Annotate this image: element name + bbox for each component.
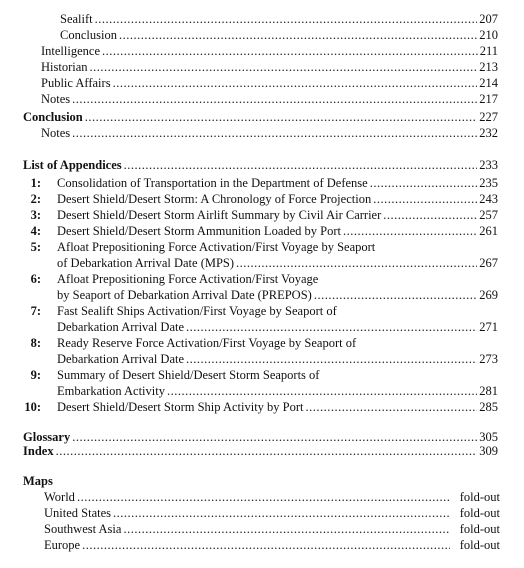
appendix-entry-6 xyxy=(57,288,498,303)
appendix-title: Consolidation of Transportation in the Department of Defense xyxy=(57,176,368,190)
leader-dots xyxy=(184,352,477,367)
map-label: United States xyxy=(44,506,112,520)
appendix-number: 3: xyxy=(30,208,41,222)
entry-label: Public Affairs xyxy=(41,76,111,90)
toc-entry-sealift xyxy=(60,12,498,27)
appendix-page: 235 xyxy=(479,176,498,190)
entry-page: 214 xyxy=(479,76,498,90)
appendix-title-line-1: Fast Sealift Ships Activation/First Voyage by Seaport of xyxy=(57,304,337,318)
map-page: fold-out xyxy=(459,490,500,504)
appendix-entry-9 xyxy=(57,384,498,399)
leader-dots xyxy=(83,110,478,125)
appendix-number: 10: xyxy=(24,400,41,414)
entry-label: Sealift xyxy=(60,12,93,26)
leader-dots xyxy=(381,208,477,223)
appendix-number: 8: xyxy=(30,336,41,350)
appendix-title-line-2: Embarkation Activity xyxy=(57,384,165,398)
leader-dots xyxy=(371,192,477,207)
toc-entry-notes-1 xyxy=(41,92,498,107)
toc-entry-index xyxy=(23,444,498,459)
entry-label: Notes xyxy=(41,126,71,140)
toc-entry-historian xyxy=(41,60,498,75)
leader-dots xyxy=(184,320,477,335)
appendix-entry-5 xyxy=(57,256,498,271)
leader-dots xyxy=(70,126,477,141)
map-entry-united-states xyxy=(44,506,500,521)
appendix-number: 1: xyxy=(30,176,41,190)
entry-label: Conclusion xyxy=(23,110,83,124)
leader-dots xyxy=(165,384,477,399)
entry-label: Conclusion xyxy=(60,28,117,42)
entry-page: 210 xyxy=(479,28,498,42)
leader-dots xyxy=(93,12,478,27)
leader-dots xyxy=(117,28,477,43)
toc-entry-glossary xyxy=(23,430,498,445)
toc-entry-notes-2 xyxy=(41,126,498,141)
appendix-page: 267 xyxy=(479,256,498,270)
maps-heading: Maps xyxy=(23,474,53,488)
appendix-page: 271 xyxy=(479,320,498,334)
appendix-title: Desert Shield/Desert Storm: A Chronology of Force Projection xyxy=(57,192,372,206)
appendix-number: 5: xyxy=(30,240,41,254)
appendix-entry-3 xyxy=(57,208,498,223)
appendix-title-line-1: Afloat Prepositioning Force Activation/First Voyage by Seaport xyxy=(57,240,376,254)
leader-dots xyxy=(80,538,450,553)
appendix-number: 4: xyxy=(30,224,41,238)
leader-dots xyxy=(111,506,450,521)
entry-label: Notes xyxy=(41,92,71,106)
appendix-title: Desert Shield/Desert Storm Ammunition Loaded by Port xyxy=(57,224,341,238)
leader-dots xyxy=(121,522,449,537)
appendix-entry-7 xyxy=(57,320,498,335)
entry-page: 233 xyxy=(479,158,498,172)
leader-dots xyxy=(54,444,478,459)
entry-page: 207 xyxy=(479,12,498,26)
map-entry-europe xyxy=(44,538,500,553)
entry-label: Historian xyxy=(41,60,88,74)
appendix-page: 261 xyxy=(479,224,498,238)
entry-page: 309 xyxy=(479,444,498,458)
appendix-title-line-1: Ready Reserve Force Activation/First Voyage by Seaport of xyxy=(57,336,357,350)
appendix-page: 273 xyxy=(479,352,498,366)
leader-dots xyxy=(368,176,478,191)
toc-entry-conclusion xyxy=(23,110,498,125)
appendix-entry-1 xyxy=(57,176,498,191)
appendix-entry-10 xyxy=(57,400,498,415)
entry-label: List of Appendices xyxy=(23,158,122,172)
appendix-page: 281 xyxy=(479,384,498,398)
entry-page: 305 xyxy=(479,430,498,444)
appendix-number: 6: xyxy=(30,272,41,286)
leader-dots xyxy=(70,430,477,445)
map-label: World xyxy=(44,490,75,504)
appendix-page: 257 xyxy=(479,208,498,222)
entry-label: Glossary xyxy=(23,430,71,444)
map-page: fold-out xyxy=(459,538,500,552)
leader-dots xyxy=(341,224,477,239)
toc-entry-intelligence xyxy=(41,44,498,59)
appendix-title-line-2: Debarkation Arrival Date xyxy=(57,320,185,334)
toc-entry-list-of-appendices xyxy=(23,158,498,173)
leader-dots xyxy=(312,288,477,303)
leader-dots xyxy=(100,44,478,59)
appendix-number: 7: xyxy=(30,304,41,318)
entry-page: 232 xyxy=(479,126,498,140)
leader-dots xyxy=(234,256,477,271)
appendix-title-line-2: of Debarkation Arrival Date (MPS) xyxy=(57,256,235,270)
map-page: fold-out xyxy=(459,522,500,536)
entry-label: Index xyxy=(23,444,54,458)
appendix-page: 243 xyxy=(479,192,498,206)
appendix-entry-8 xyxy=(57,352,498,367)
entry-label: Intelligence xyxy=(41,44,100,58)
entry-page: 211 xyxy=(479,44,498,58)
appendix-number: 2: xyxy=(30,192,41,206)
leader-dots xyxy=(122,158,478,173)
leader-dots xyxy=(111,76,478,91)
appendix-title: Desert Shield/Desert Storm Ship Activity by Port xyxy=(57,400,304,414)
appendix-title-line-2: by Seaport of Debarkation Arrival Date (PREPOS) xyxy=(57,288,312,302)
entry-page: 213 xyxy=(479,60,498,74)
appendix-page: 269 xyxy=(479,288,498,302)
map-label: Europe xyxy=(44,538,81,552)
appendix-page: 285 xyxy=(479,400,498,414)
appendix-entry-2 xyxy=(57,192,498,207)
leader-dots xyxy=(75,490,450,505)
toc-entry-public-affairs xyxy=(41,76,498,91)
map-entry-world xyxy=(44,490,500,505)
appendix-title: Desert Shield/Desert Storm Airlift Summary by Civil Air Carrier xyxy=(57,208,382,222)
toc-entry-conclusion-sub xyxy=(60,28,498,43)
leader-dots xyxy=(70,92,477,107)
appendix-title-line-1: Summary of Desert Shield/Desert Storm Seaports of xyxy=(57,368,320,382)
leader-dots xyxy=(88,60,478,75)
entry-page: 217 xyxy=(479,92,498,106)
appendix-title-line-1: Afloat Prepositioning Force Activation/First Voyage xyxy=(57,272,319,286)
appendix-number: 9: xyxy=(30,368,41,382)
appendix-title-line-2: Debarkation Arrival Date xyxy=(57,352,185,366)
leader-dots xyxy=(304,400,478,415)
appendix-entry-4 xyxy=(57,224,498,239)
entry-page: 227 xyxy=(479,110,498,124)
map-entry-southwest-asia xyxy=(44,522,500,537)
map-label: Southwest Asia xyxy=(44,522,122,536)
map-page: fold-out xyxy=(459,506,500,520)
